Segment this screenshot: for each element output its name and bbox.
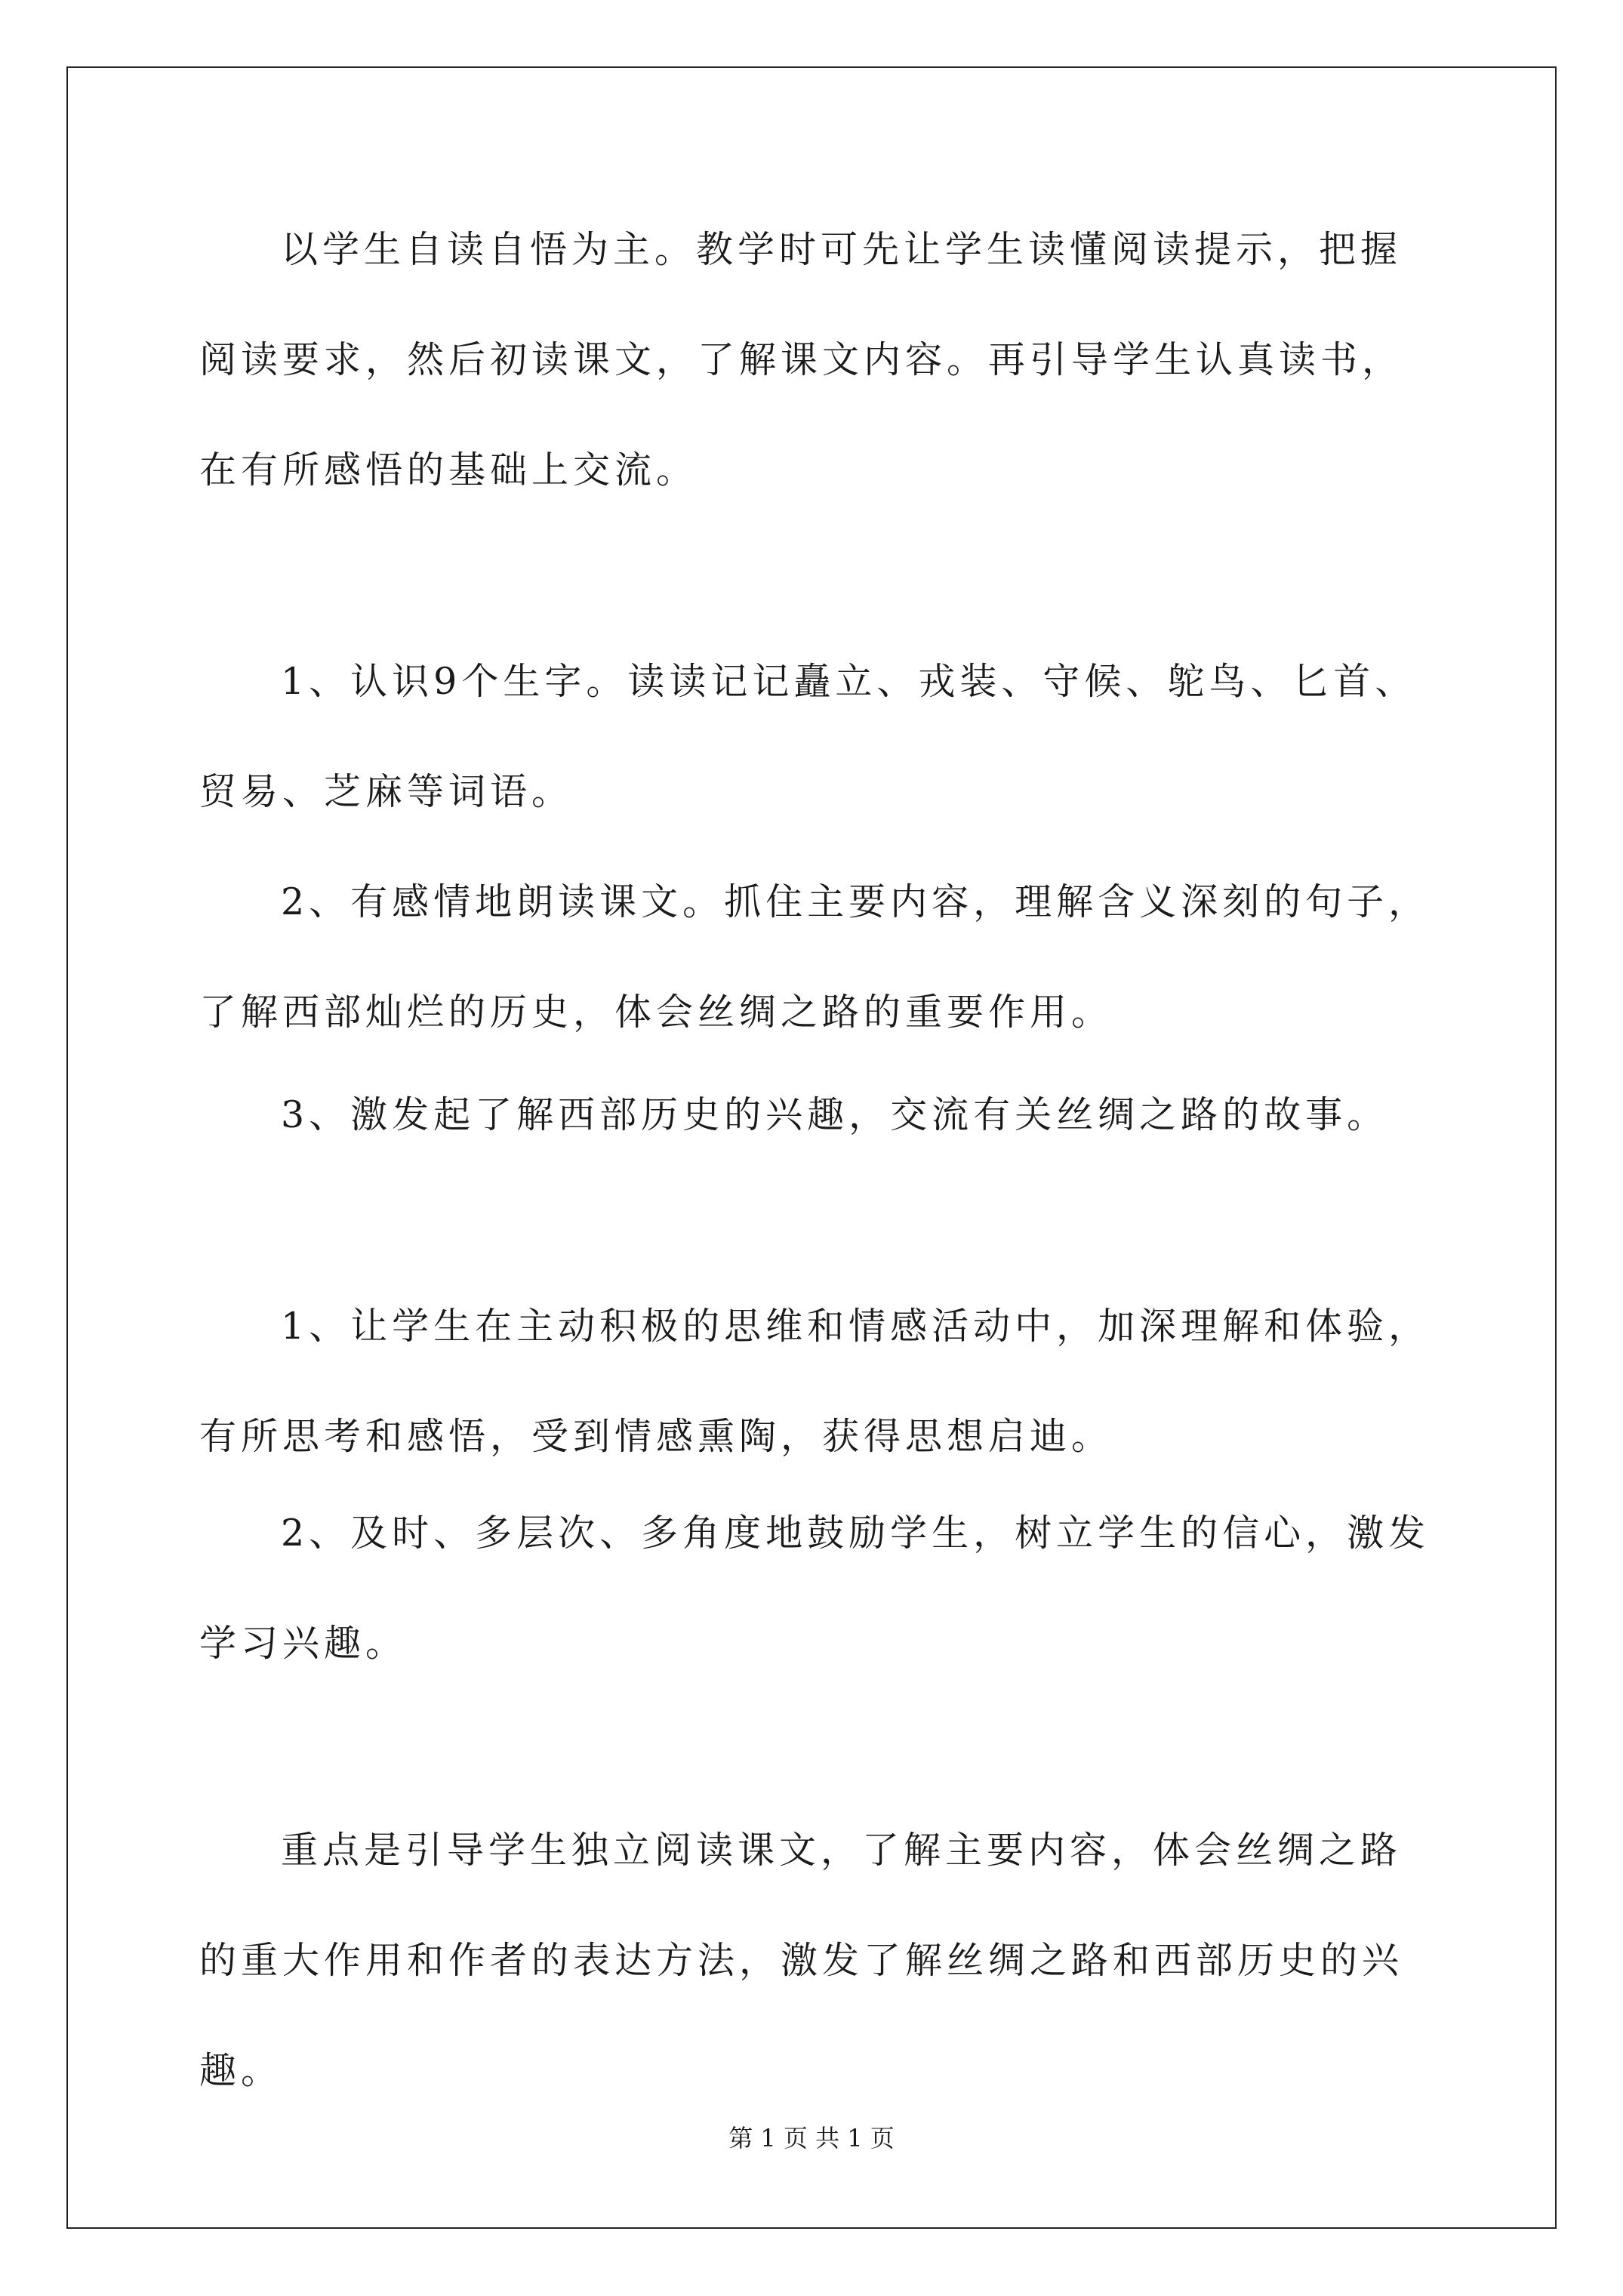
paragraph-objective-3: 3、激发起了解西部历史的兴趣，交流有关丝绸之路的故事。	[281, 1093, 1389, 1136]
paragraph-strategy-1: 1、让学生在主动积极的思维和情感活动中，加深理解和体验，有所思考和感悟，受到情感熏陶，获得思想启迪。	[199, 1305, 1431, 1458]
paragraph-reading-method: 以学生自读自悟为主。教学时可先让学生读懂阅读提示，把握阅读要求，然后初读课文，了解课文内容。再引导学生认真读书，在有所感悟的基础上交流。	[199, 228, 1404, 492]
paragraph-objective-2: 2、有感情地朗读课文。抓住主要内容，理解含义深刻的句子，了解西部灿烂的历史，体会丝绸之路的重要作用。	[199, 880, 1431, 1034]
paragraph-strategy-2: 2、及时、多层次、多角度地鼓励学生，树立学生的信心，激发学习兴趣。	[199, 1512, 1431, 1665]
paragraph-key-point: 重点是引导学生独立阅读课文，了解主要内容，体会丝绸之路的重大作用和作者的表达方法，激发了解丝绸之路和西部历史的兴趣。	[199, 1829, 1404, 2092]
page-number-footer: 第 1 页 共 1 页	[728, 2124, 895, 2153]
paragraph-objective-1: 1、认识9个生字。读读记记矗立、戎装、守候、鸵鸟、匕首、贸易、芝麻等词语。	[199, 660, 1417, 813]
